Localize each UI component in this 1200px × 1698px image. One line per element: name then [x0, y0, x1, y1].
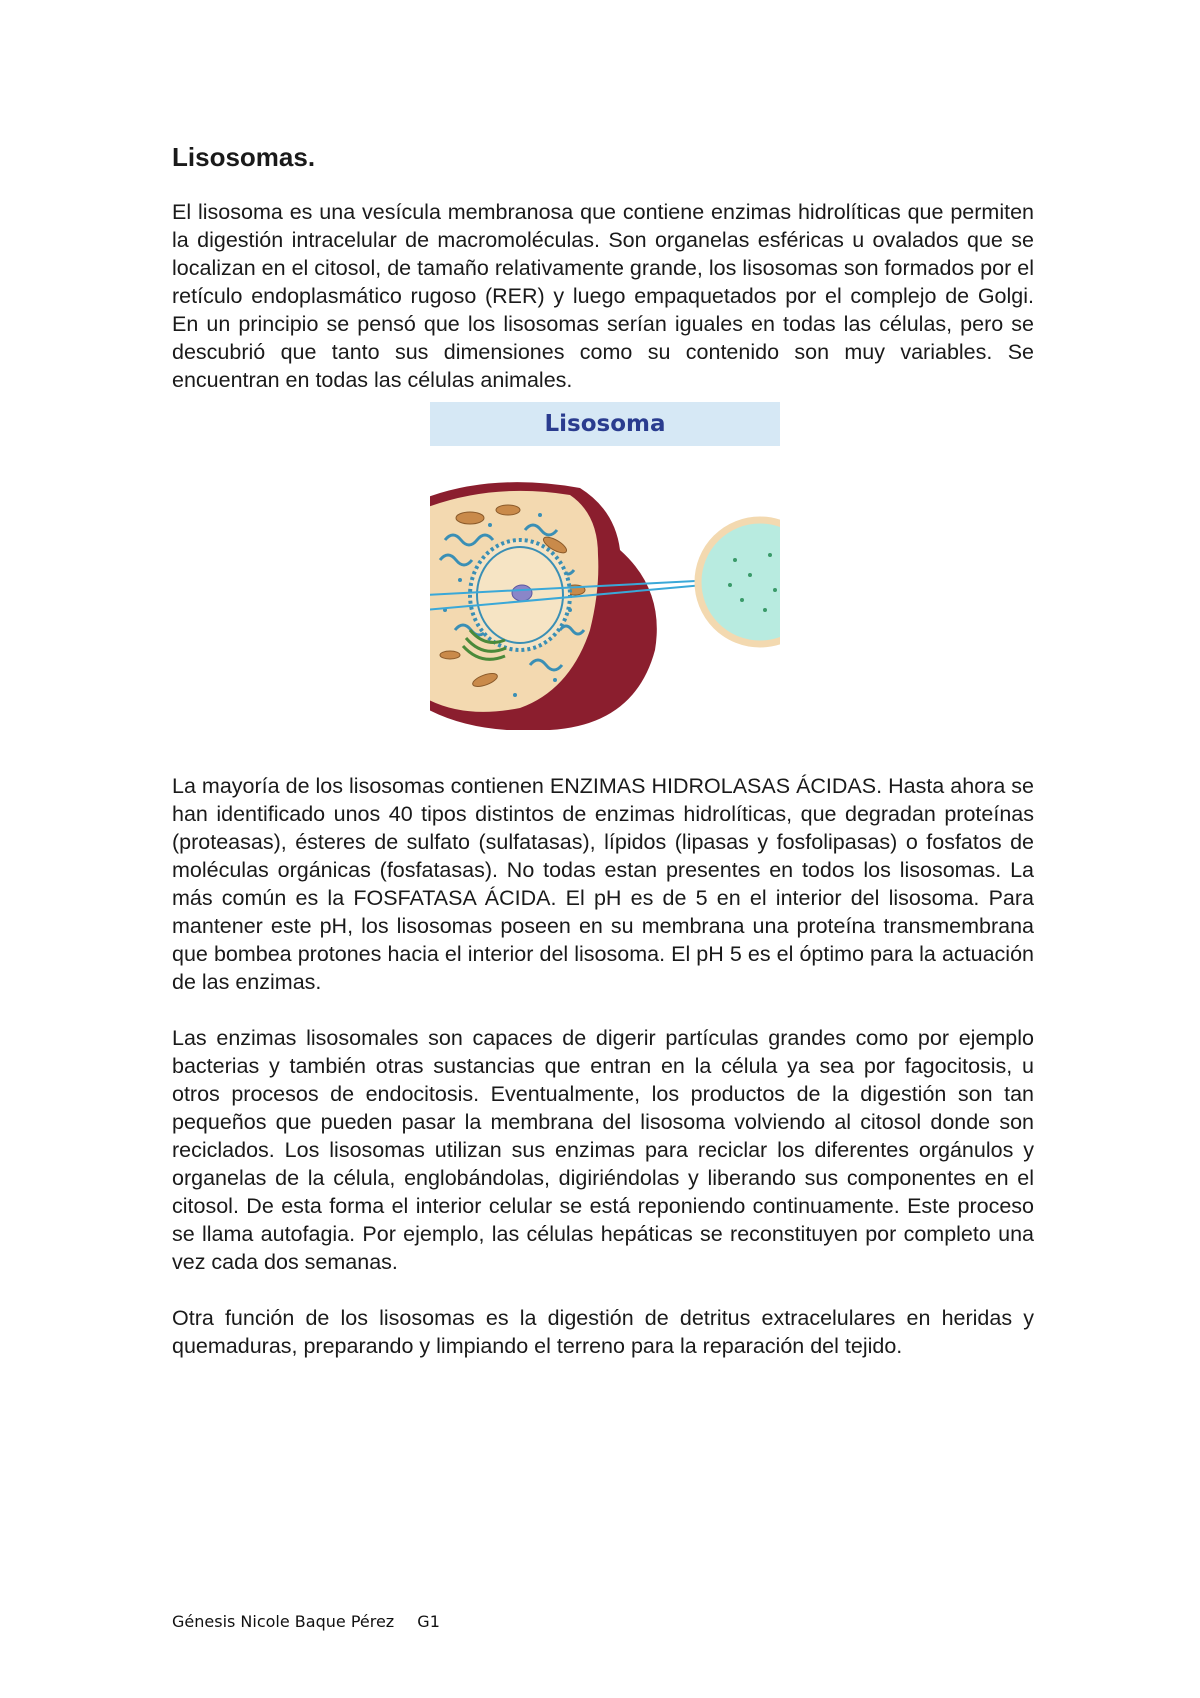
paragraph-digestion: Las enzimas lisosomales son capaces de digerir partículas grandes como por ejemplo bacterias y también otras sustancias que entran en la célula ya sea por fagocitosis, u otros procesos de endocitosis. Eventualmente, los productos de la digestión son tan pequeños que pueden pasar la membrana del lisosoma volviendo al citosol donde son reciclados. Los lisosomas utilizan sus enzimas para reciclar los diferentes orgánulos y organelas de la célula, englobándolas, digiriéndolas y liberando sus componentes en el citosol. De esta forma el interior celular se está reponiendo continuamente. Este proceso se llama autofagia. Por ejemplo, las células hepáticas se reconstituyen por completo una vez cada dos semanas.	[172, 1026, 1034, 1274]
lysosome-figure	[430, 402, 780, 772]
cell-diagram	[430, 480, 780, 730]
figure-banner	[430, 402, 780, 446]
paragraph-intro: El lisosoma es una vesícula membranosa que contiene enzimas hidrolíticas que permiten la digestión intracelular de macromoléculas. Son organelas esféricas u ovalados que se localizan en el citosol, de tamaño relativamente grande, los lisosomas son formados por el retículo endoplasmático rugoso (RER) y luego empaquetados por el complejo de Golgi. En un principio se pensó que los lisosomas serían iguales en todas las células, pero se descubrió que tanto sus dimensiones como su contenido son muy variables. Se encuentran en todas las células animales.	[172, 200, 1034, 392]
footer-author: Génesis Nicole Baque Pérez	[172, 1612, 395, 1631]
footer-group: G1	[417, 1612, 440, 1631]
figure-banner-text: Lisosoma	[544, 411, 666, 437]
page-content	[172, 140, 1034, 1360]
lysosome-zoom	[698, 520, 780, 644]
paragraph-enzymes: La mayoría de los lisosomas contienen ENZIMAS HIDROLASAS ÁCIDAS. Hasta ahora se han identificado unos 40 tipos distintos de enzimas hidrolíticas, que degradan proteínas (proteasas), ésteres de sulfato (sulfatasas), lípidos (lipasas y fosfolipasas) o fosfatos de moléculas orgánicas (fosfatasas). No todas estan presentes en todos los lisosomas. La más común es la FOSFATASA ÁCIDA. El pH es de 5 en el interior del lisosoma. Para mantener este pH, los lisosomas poseen en su membrana una proteína transmembrana que bombea protones hacia el interior del lisosoma. El pH 5 es el óptimo para la actuación de las enzimas.	[172, 774, 1034, 994]
paragraph-function: Otra función de los lisosomas es la digestión de detritus extracelulares en heridas y quemaduras, preparando y limpiando el terreno para la reparación del tejido.	[172, 1306, 1034, 1358]
nucleolus	[512, 585, 532, 601]
page-footer	[172, 1612, 440, 1631]
document-title: Lisosomas.	[172, 142, 316, 172]
